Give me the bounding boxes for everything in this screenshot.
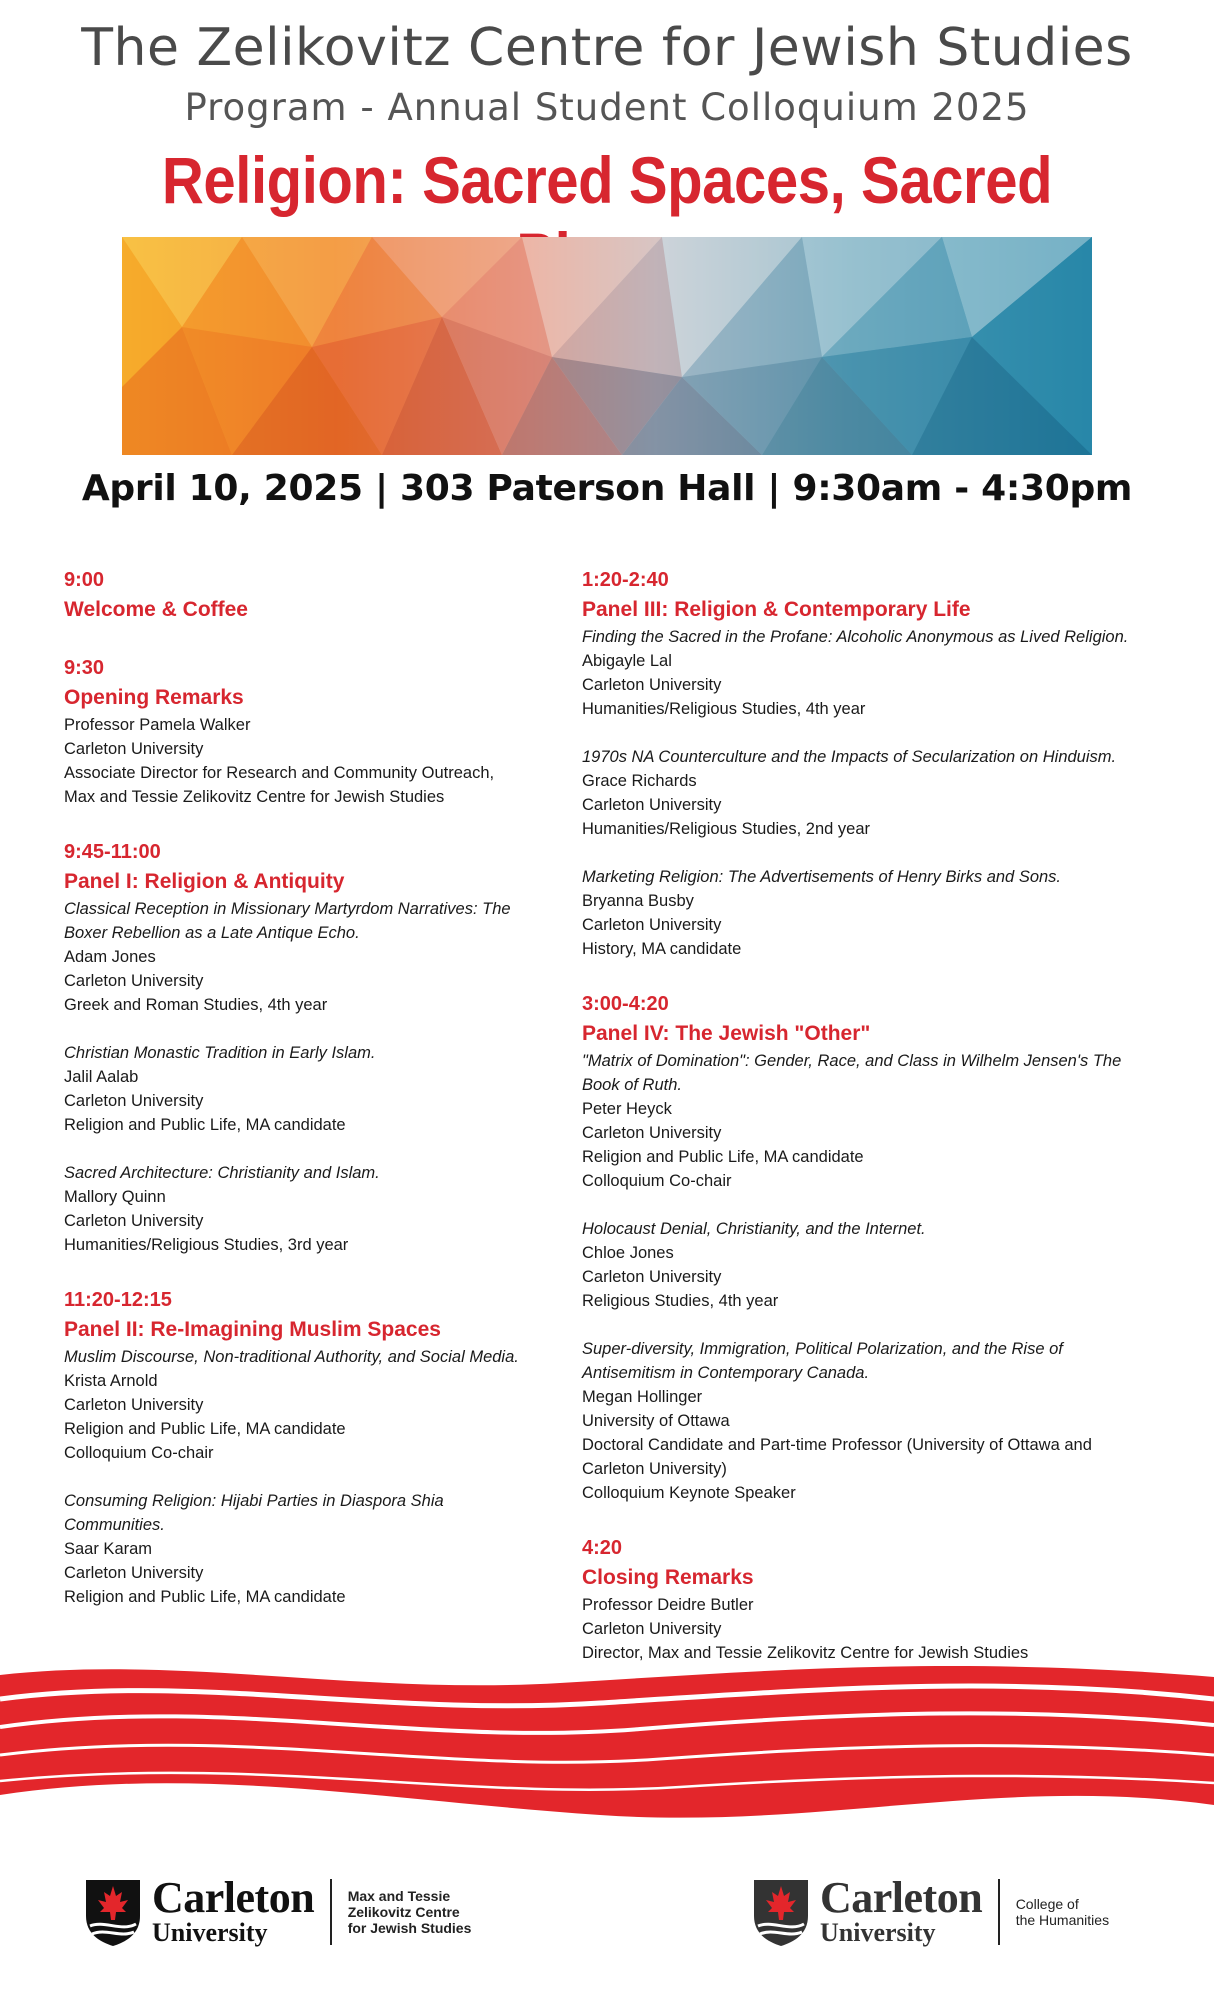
speaker-detail-line: Carleton University	[582, 1268, 722, 1286]
carleton-zelikovitz-logo	[84, 1872, 471, 1952]
slot-title: Closing Remarks	[582, 1566, 754, 1589]
speaker-detail-line: Adam Jones	[64, 948, 156, 966]
speaker-detail-line: Religion and Public Life, MA candidate	[64, 1116, 346, 1134]
logo-affiliation	[1016, 1896, 1109, 1928]
talk-entry	[64, 1161, 604, 1257]
polygon-banner-image	[122, 237, 1092, 455]
talk-title: Muslim Discourse, Non-traditional Authority, and Social Media.	[64, 1348, 519, 1366]
schedule-slot	[64, 1285, 604, 1609]
talk-entry	[582, 1049, 1182, 1193]
talk-entry	[582, 745, 1182, 841]
slot-time: 1:20-2:40	[582, 569, 669, 591]
affiliation-line: College of	[1015, 1896, 1079, 1912]
talk-entry	[582, 1337, 1182, 1505]
affiliation-line: Zelikovitz Centre	[347, 1904, 460, 1920]
affiliation-line: Max and Tessie	[347, 1888, 451, 1904]
maple-leaf-shield-icon	[752, 1876, 810, 1948]
wordmark-carleton: Carleton	[820, 1873, 983, 1922]
slot-detail-line: Director, Max and Tessie Zelikovitz Centre for Jewish Studies	[582, 1644, 1029, 1662]
speaker-detail-line: Carleton University	[582, 1124, 722, 1142]
talk-entry	[582, 1217, 1182, 1313]
speaker-detail-line: Carleton University	[64, 972, 204, 990]
speaker-detail-line: Colloquium Keynote Speaker	[582, 1484, 796, 1502]
talk-entry	[582, 625, 1182, 721]
talk-entry	[64, 897, 604, 1017]
speaker-detail-line: Colloquium Co-chair	[64, 1444, 214, 1462]
speaker-detail-line: Carleton University	[64, 1212, 204, 1230]
speaker-detail-line: History, MA candidate	[582, 940, 742, 958]
speaker-detail-line: Peter Heyck	[582, 1100, 672, 1118]
affiliation-line: the Humanities	[1015, 1912, 1110, 1928]
speaker-detail-line: Carleton University	[64, 1564, 204, 1582]
speaker-detail-line: Religion and Public Life, MA candidate	[64, 1588, 346, 1606]
speaker-detail-line: Doctoral Candidate and Part-time Professor (University of Ottawa and	[582, 1436, 1092, 1454]
speaker-detail-line: Religion and Public Life, MA candidate	[582, 1148, 864, 1166]
speaker-detail-line: Saar Karam	[64, 1540, 153, 1558]
speaker-detail-line: Humanities/Religious Studies, 2nd year	[582, 820, 870, 838]
slot-title: Panel III: Religion & Contemporary Life	[582, 598, 971, 621]
speaker-detail-line: Bryanna Busby	[582, 892, 694, 910]
speaker-detail-line: Carleton University	[582, 676, 722, 694]
speaker-detail-line: Carleton University	[582, 796, 722, 814]
maple-leaf-shield-icon	[84, 1876, 142, 1948]
slot-detail-line: Professor Deidre Butler	[582, 1596, 754, 1614]
talk-title: Boxer Rebellion as a Late Antique Echo.	[64, 924, 360, 942]
slot-time: 4:20	[582, 1537, 623, 1559]
schedule-slot	[582, 565, 1182, 961]
slot-title: Welcome & Coffee	[64, 598, 248, 621]
talk-title: Christian Monastic Tradition in Early Islam.	[64, 1044, 376, 1062]
speaker-detail-line: Carleton University	[582, 916, 722, 934]
talk-title: Consuming Religion: Hijabi Parties in Diaspora Shia	[64, 1492, 444, 1510]
slot-time: 3:00-4:20	[582, 993, 669, 1015]
speaker-detail-line: Abigayle Lal	[582, 652, 672, 670]
slot-title: Panel IV: The Jewish "Other"	[582, 1022, 871, 1045]
schedule-slot	[64, 837, 604, 1257]
slot-title: Panel II: Re-Imagining Muslim Spaces	[64, 1318, 441, 1341]
talk-title: Holocaust Denial, Christianity, and the Internet.	[582, 1220, 926, 1238]
wordmark-university: University	[152, 1918, 268, 1947]
logo-divider	[998, 1879, 1000, 1945]
speaker-detail-line: Greek and Roman Studies, 4th year	[64, 996, 328, 1014]
affiliation-line: for Jewish Studies	[347, 1920, 472, 1936]
schedule-slot	[64, 565, 604, 625]
talk-title: Super-diversity, Immigration, Political Polarization, and the Rise of	[582, 1340, 1063, 1358]
slot-detail-line: Max and Tessie Zelikovitz Centre for Jewish Studies	[64, 788, 445, 806]
slot-detail-line: Associate Director for Research and Community Outreach,	[64, 764, 495, 782]
slot-title: Opening Remarks	[64, 686, 244, 709]
carleton-wordmark	[152, 1873, 315, 1947]
slot-time: 9:30	[64, 657, 105, 679]
speaker-detail-line: Krista Arnold	[64, 1372, 158, 1390]
talk-entry	[582, 865, 1182, 961]
talk-entry	[64, 1345, 604, 1465]
carleton-humanities-logo	[752, 1872, 1109, 1952]
slot-detail-line: Carleton University	[582, 1620, 722, 1638]
talk-title: Book of Ruth.	[582, 1076, 682, 1094]
talk-title: "Matrix of Domination": Gender, Race, and Class in Wilhelm Jensen's The	[582, 1052, 1122, 1070]
speaker-detail-line: Mallory Quinn	[64, 1188, 166, 1206]
slot-time: 9:00	[64, 569, 105, 591]
carleton-wordmark	[820, 1873, 983, 1947]
talk-title: 1970s NA Counterculture and the Impacts of Secularization on Hinduism.	[582, 748, 1117, 766]
talk-title: Classical Reception in Missionary Martyrdom Narratives: The	[64, 900, 511, 918]
schedule-right-column	[582, 565, 1182, 1693]
slot-detail-line: Professor Pamela Walker	[64, 716, 251, 734]
wordmark-carleton: Carleton	[152, 1873, 315, 1922]
talk-title: Marketing Religion: The Advertisements of Henry Birks and Sons.	[582, 868, 1062, 886]
speaker-detail-line: University of Ottawa	[582, 1412, 730, 1430]
talk-title: Sacred Architecture: Christianity and Islam.	[64, 1164, 380, 1182]
slot-time: 9:45-11:00	[64, 841, 161, 863]
speaker-detail-line: Megan Hollinger	[582, 1388, 703, 1406]
red-wave-decoration	[0, 1655, 1214, 1835]
schedule-slot	[582, 989, 1182, 1505]
program-subtitle: Program - Annual Student Colloquium 2025	[184, 86, 1030, 129]
speaker-detail-line: Religious Studies, 4th year	[582, 1292, 779, 1310]
talk-title: Antisemitism in Contemporary Canada.	[582, 1364, 870, 1382]
schedule-slot	[582, 1533, 1182, 1665]
talk-title: Finding the Sacred in the Profane: Alcoholic Anonymous as Lived Religion.	[582, 628, 1129, 646]
speaker-detail-line: Jalil Aalab	[64, 1068, 139, 1086]
speaker-detail-line: Carleton University	[64, 1396, 204, 1414]
speaker-detail-line: Religion and Public Life, MA candidate	[64, 1420, 346, 1438]
speaker-detail-line: Colloquium Co-chair	[582, 1172, 732, 1190]
talk-entry	[64, 1041, 604, 1137]
slot-detail-line: Carleton University	[64, 740, 204, 758]
talk-entry	[64, 1489, 604, 1609]
schedule-left-column	[64, 565, 604, 1637]
logo-affiliation	[348, 1888, 472, 1936]
speaker-detail-line: Chloe Jones	[582, 1244, 674, 1262]
talk-title: Communities.	[64, 1516, 165, 1534]
speaker-detail-line: Humanities/Religious Studies, 3rd year	[64, 1236, 349, 1254]
wordmark-university: University	[820, 1918, 936, 1947]
speaker-detail-line: Humanities/Religious Studies, 4th year	[582, 700, 866, 718]
schedule-slot	[64, 653, 604, 809]
slot-time: 11:20-12:15	[64, 1289, 172, 1311]
logo-divider	[330, 1879, 332, 1945]
org-title: The Zelikovitz Centre for Jewish Studies	[81, 18, 1133, 78]
event-dateline: April 10, 2025 | 303 Paterson Hall | 9:30am - 4:30pm	[81, 468, 1133, 509]
colloquium-theme: Religion: Sacred Spaces, Sacred	[161, 143, 1053, 217]
slot-title: Panel I: Religion & Antiquity	[64, 870, 345, 893]
speaker-detail-line: Carleton University	[64, 1092, 204, 1110]
speaker-detail-line: Grace Richards	[582, 772, 697, 790]
speaker-detail-line: Carleton University)	[582, 1460, 727, 1478]
